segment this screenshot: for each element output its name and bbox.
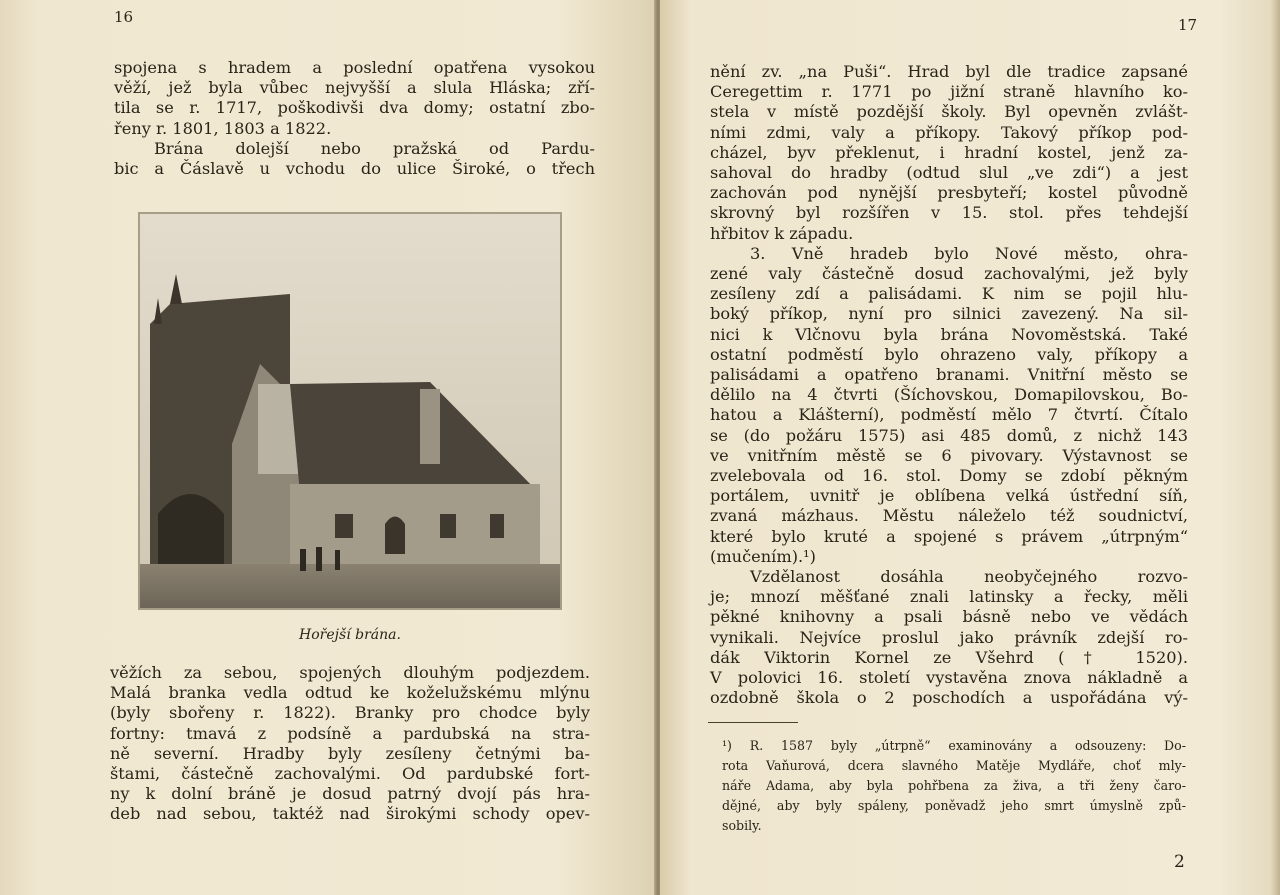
text-line: vynikali. Nejvíce proslul jako právník zdejší ro- bbox=[710, 627, 1188, 647]
footnote-divider bbox=[708, 722, 798, 723]
text-line: spojena s hradem a poslední opatřena vysokou bbox=[114, 58, 595, 77]
text-line: zesíleny zdí a palisádami. K nim se pojil hlu- bbox=[710, 284, 1188, 304]
text-line: se (do požáru 1575) asi 485 domů, z nichž 143 bbox=[710, 425, 1188, 445]
signature-mark: 2 bbox=[1174, 852, 1185, 872]
text-line: portálem, uvnitř je oblíbena velká ústřední síň, bbox=[710, 486, 1188, 506]
text-line: cházel, byv překlenut, i hradní kostel, jenž za- bbox=[710, 142, 1188, 162]
text-line: nici k Vlčnovu byla brána Novoměstská. Také bbox=[710, 324, 1188, 344]
text-line: pěkné knihovny a psali básně nebo ve vědách bbox=[710, 607, 1188, 627]
footnote-line: ¹) R. 1587 byly „útrpně“ examinovány a odsouzeny: Do- bbox=[722, 738, 1186, 753]
text-line: ve vnitřním městě se 6 pivovary. Výstavnost se bbox=[710, 445, 1188, 465]
text-line: zvelebovala od 16. stol. Domy se zdobí pěkným bbox=[710, 466, 1188, 486]
gate-illustration bbox=[140, 214, 560, 608]
text-line: boký příkop, nyní pro silnici zavezený. Na sil- bbox=[710, 304, 1188, 324]
text-line: stela v místě pozdější školy. Byl opevněn zvlášt- bbox=[710, 102, 1188, 122]
text-line: ně severní. Hradby byly zesíleny četnými ba- bbox=[110, 743, 590, 763]
text-line: sahoval do hradby (odtud slul „ve zdi“) a jest bbox=[710, 163, 1188, 183]
text-line: hatou a Klášterní), podměstí mělo 7 čtvrtí. Čítalo bbox=[710, 405, 1188, 425]
text-line: palisádami a opatřeno branami. Vnitřní město se bbox=[710, 365, 1188, 385]
gate-photograph bbox=[138, 212, 562, 610]
figure-caption: Hořejší brána. bbox=[299, 627, 401, 643]
text-line: (mučením).¹) bbox=[710, 546, 816, 566]
text-line: skrovný byl rozšířen v 15. stol. přes tehdejší bbox=[710, 203, 1188, 223]
text-line: věží, jež byla vůbec nejvyšší a slula Hláska; zří- bbox=[114, 78, 595, 98]
left-top-paragraphs bbox=[114, 58, 595, 179]
page-edge bbox=[1270, 0, 1280, 895]
left-page-number: 16 bbox=[114, 8, 134, 26]
text-line: hřbitov k západu. bbox=[710, 223, 854, 243]
text-line: tila se r. 1717, poškodivši dva domy; ostatní zbo- bbox=[114, 98, 595, 118]
footnote-line: náře Adama, aby byla pohřbena za živa, a tři ženy čaro- bbox=[722, 778, 1186, 793]
text-line: fortny: tmavá z podsíně a pardubská na stra- bbox=[110, 723, 590, 743]
text-line: nění zv. „na Puši“. Hrad byl dle tradice zapsané bbox=[710, 62, 1188, 81]
text-line: V polovici 16. století vystavěna znova nákladně a bbox=[710, 668, 1188, 688]
text-line: Brána dolejší nebo pražská od Pardu- bbox=[154, 138, 595, 158]
text-line: ozdobně škola o 2 poschodích a uspořádána vý- bbox=[710, 688, 1188, 708]
text-line: deb nad sebou, taktéž nad širokými schody opev- bbox=[110, 804, 590, 824]
text-line: zené valy částečně dosud zachovalými, jež byly bbox=[710, 264, 1188, 284]
text-line: Ceregettim r. 1771 po jižní straně hlavního ko- bbox=[710, 82, 1188, 102]
right-page-number: 17 bbox=[1178, 16, 1198, 34]
text-line: bic a Čáslavě u vchodu do ulice Široké, o třech bbox=[114, 159, 595, 179]
text-line: zvaná mázhaus. Městu náleželo též soudnictví, bbox=[710, 506, 1188, 526]
footnote-line: sobily. bbox=[722, 818, 762, 833]
text-line: dělilo na 4 čtvrti (Šíchovskou, Domapilovskou, Bo- bbox=[710, 385, 1188, 405]
text-line: 3. Vně hradeb bylo Nové město, ohra- bbox=[750, 243, 1188, 263]
text-line: řeny r. 1801, 1803 a 1822. bbox=[114, 118, 332, 138]
text-line: (byly sbořeny r. 1822). Branky pro chodce byly bbox=[110, 703, 590, 723]
text-line: ními zdmi, valy a příkopy. Takový příkop pod- bbox=[710, 122, 1188, 142]
text-line: štami, částečně zachovalými. Od pardubské fort- bbox=[110, 764, 590, 784]
text-line: je; mnozí měšťané znali latinsky a řecky, měli bbox=[710, 587, 1188, 607]
footnote-line: rota Vaňurová, dcera slavného Matěje Mydláře, choť mly- bbox=[722, 758, 1186, 773]
text-line: věžích za sebou, spojených dlouhým podjezdem. bbox=[110, 663, 590, 682]
left-bottom-paragraph bbox=[110, 663, 590, 825]
text-line: dák Viktorin Kornel ze Všehrd († 1520). bbox=[710, 647, 1188, 667]
right-main-text bbox=[710, 62, 1188, 709]
text-line: které bylo kruté a spojené s právem „útrpným“ bbox=[710, 526, 1188, 546]
text-line: zachován pod nynější presbyteří; kostel původně bbox=[710, 183, 1188, 203]
footnote bbox=[722, 736, 1186, 836]
footnote-line: dějné, aby byly spáleny, poněvadž jeho smrt úmyslně způ- bbox=[722, 798, 1186, 813]
text-line: Vzdělanost dosáhla neobyčejného rozvo- bbox=[750, 567, 1188, 587]
text-line: Malá branka vedla odtud ke koželužskému mlýnu bbox=[110, 683, 590, 703]
text-line: ostatní podměstí bylo ohrazeno valy, příkopy a bbox=[710, 344, 1188, 364]
text-line: ny k dolní bráně je dosud patrný dvojí pás hra- bbox=[110, 784, 590, 804]
